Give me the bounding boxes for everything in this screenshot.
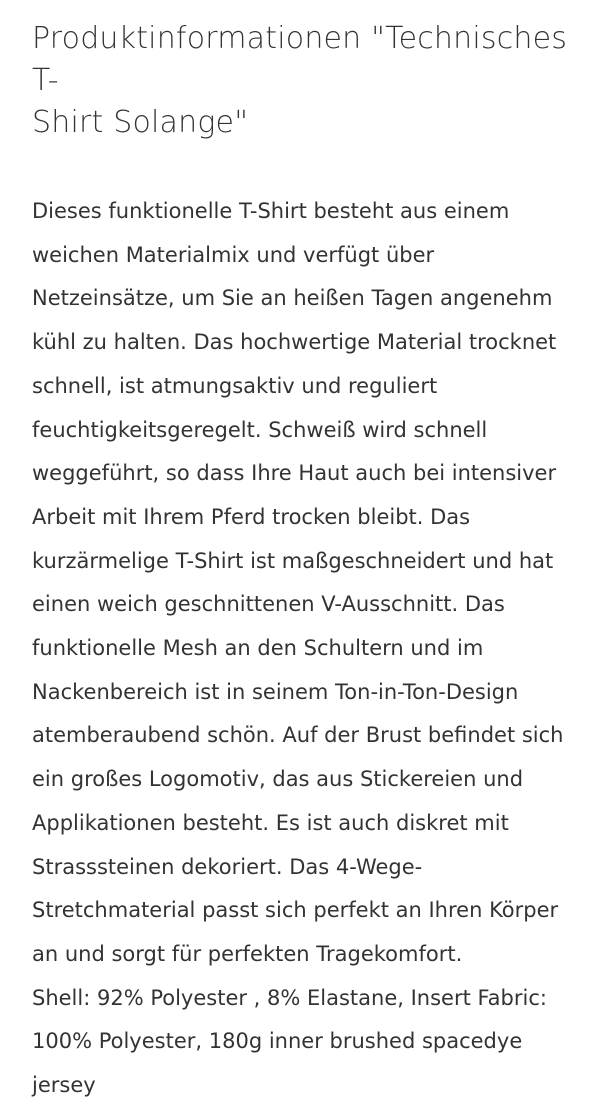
description-line: Strasssteinen dekoriert. Das 4-Wege- — [32, 854, 423, 879]
description-line: Nackenbereich ist in seinem Ton-in-Ton-Design — [32, 679, 519, 704]
description-line: Stretchmaterial passt sich perfekt an Ihren Körper — [32, 898, 559, 923]
description-line: funktionelle Mesh an den Schultern und im — [32, 636, 484, 661]
description-line: Netzeinsätze, um Sie an heißen Tagen angenehm — [32, 286, 553, 311]
description-line: kurzärmelige T-Shirt ist maßgeschneidert und hat — [32, 548, 554, 573]
material-line: jersey — [32, 1073, 96, 1098]
description-line: einen weich geschnittenen V-Ausschnitt. Das — [32, 592, 505, 617]
description-line: atemberaubend schön. Auf der Brust befindet sich — [32, 723, 564, 748]
description-line: Dieses funktionelle T-Shirt besteht aus einem — [32, 199, 510, 223]
description-line: kühl zu halten. Das hochwertige Material trocknet — [32, 330, 557, 355]
description-line: weichen Materialmix und verfügt über — [32, 242, 435, 267]
product-info-title — [32, 18, 568, 144]
description-line: feuchtigkeitsgeregelt. Schweiß wird schnell — [32, 417, 488, 442]
material-line: 100% Polyester, 180g inner brushed spacedye — [32, 1029, 523, 1054]
material-composition — [32, 977, 568, 1108]
material-line: Shell: 92% Polyester , 8% Elastane, Insert Fabric: — [32, 985, 547, 1010]
description-line: weggeführt, so dass Ihre Haut auch bei intensiver — [32, 461, 557, 486]
description-line: ein großes Logomotiv, das aus Stickereien und — [32, 767, 524, 792]
description-line: schnell, ist atmungsaktiv und reguliert — [32, 373, 438, 398]
description-line: Arbeit mit Ihrem Pferd trocken bleibt. Das — [32, 504, 471, 529]
title-line: Produktinformationen "Technisches T- — [32, 21, 568, 98]
product-description — [32, 190, 568, 977]
title-line: Shirt Solange" — [32, 105, 249, 140]
description-line: Applikationen besteht. Es ist auch diskret mit — [32, 810, 509, 835]
description-line: an und sorgt für perfekten Tragekomfort. — [32, 941, 463, 966]
